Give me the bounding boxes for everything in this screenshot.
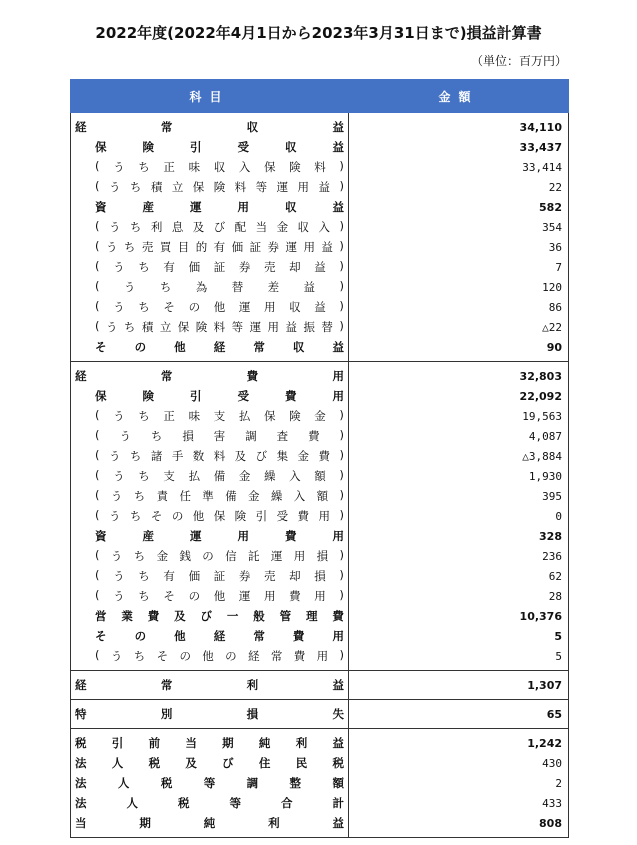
unit-label: （単位：百万円）	[470, 54, 567, 68]
item-column-header: 科目	[71, 80, 349, 113]
table-row	[71, 646, 569, 666]
table-row	[71, 526, 569, 546]
item-label: ( う ち そ の 他 の 経 常 費 用 )	[95, 648, 344, 663]
table-row	[71, 446, 569, 466]
table-row	[71, 217, 569, 237]
item-cell	[71, 257, 349, 277]
amount-cell: 430	[349, 753, 569, 773]
item-cell	[71, 217, 349, 237]
amount-cell: 33,437	[349, 137, 569, 157]
item-label: ( う ち 諸 手 数 料 及 び 集 金 費 )	[95, 448, 344, 463]
amount-cell: 4,087	[349, 426, 569, 446]
amount-cell: △22	[349, 317, 569, 337]
item-cell	[71, 297, 349, 317]
amount-cell: 5	[349, 646, 569, 666]
item-cell	[71, 813, 349, 833]
item-cell	[71, 773, 349, 793]
income-statement-table	[70, 79, 569, 838]
item-label: 特 別 損 失	[75, 707, 344, 721]
table-body	[71, 113, 569, 838]
amount-cell: 32,803	[349, 366, 569, 386]
item-cell	[71, 446, 349, 466]
item-cell	[71, 646, 349, 666]
item-cell	[71, 406, 349, 426]
table-row	[71, 773, 569, 793]
item-cell	[71, 137, 349, 157]
item-cell	[71, 277, 349, 297]
amount-cell: 19,563	[349, 406, 569, 426]
item-cell	[71, 237, 349, 257]
item-cell	[71, 337, 349, 357]
item-label: 経 常 費 用	[75, 369, 344, 383]
amount-cell: 0	[349, 506, 569, 526]
table-row	[71, 813, 569, 833]
table-row	[71, 257, 569, 277]
amount-cell: 22	[349, 177, 569, 197]
item-cell	[71, 733, 349, 753]
table-row	[71, 386, 569, 406]
item-label: 保 険 引 受 収 益	[95, 140, 344, 154]
item-cell	[71, 386, 349, 406]
amount-cell: 1,930	[349, 466, 569, 486]
item-label: 保 険 引 受 費 用	[95, 389, 344, 403]
item-label: 営 業 費 及 び 一 般 管 理 費	[95, 609, 344, 623]
item-label: 法 人 税 等 合 計	[75, 796, 344, 810]
amount-cell: 33,414	[349, 157, 569, 177]
table-row	[71, 297, 569, 317]
item-label: 資 産 運 用 費 用	[95, 529, 344, 543]
table-row	[71, 157, 569, 177]
item-cell	[71, 117, 349, 137]
amount-cell: 1,242	[349, 733, 569, 753]
table-row	[71, 337, 569, 357]
item-cell	[71, 704, 349, 724]
amount-cell: 34,110	[349, 117, 569, 137]
item-label: ( う ち 有 価 証 券 売 却 損 )	[95, 568, 344, 583]
amount-cell: 328	[349, 526, 569, 546]
item-label: 資 産 運 用 収 益	[95, 200, 344, 214]
amount-cell: 5	[349, 626, 569, 646]
table-row	[71, 566, 569, 586]
item-cell	[71, 586, 349, 606]
item-label: 法 人 税 及 び 住 民 税	[75, 756, 344, 770]
item-label: そ の 他 経 常 費 用	[95, 629, 344, 643]
table-row	[71, 675, 569, 695]
item-label: ( う ち 積 立 保 険 料 等 運 用 益 振 替 )	[95, 319, 344, 334]
table-row	[71, 137, 569, 157]
item-cell	[71, 157, 349, 177]
table-row	[71, 366, 569, 386]
item-label: ( う ち そ の 他 保 険 引 受 費 用 )	[95, 508, 344, 523]
item-label: ( う ち 有 価 証 券 売 却 益 )	[95, 259, 344, 274]
amount-cell: 86	[349, 297, 569, 317]
item-label: ( う ち そ の 他 運 用 収 益 )	[95, 299, 344, 314]
amount-cell: 62	[349, 566, 569, 586]
item-label: ( う ち 正 味 支 払 保 険 金 )	[95, 408, 344, 423]
table-row	[71, 426, 569, 446]
item-label: 当 期 純 利 益	[75, 816, 344, 830]
item-cell	[71, 317, 349, 337]
table-row	[71, 793, 569, 813]
item-cell	[71, 793, 349, 813]
amount-cell: 65	[349, 704, 569, 724]
table-row	[71, 117, 569, 137]
item-label: ( う ち そ の 他 運 用 費 用 )	[95, 588, 344, 603]
item-label: 法 人 税 等 調 整 額	[75, 776, 344, 790]
item-label: 経 常 利 益	[75, 678, 344, 692]
table-row	[71, 546, 569, 566]
item-label: ( う ち 売 買 目 的 有 価 証 券 運 用 益 )	[95, 239, 344, 254]
table-row	[71, 733, 569, 753]
amount-cell: 28	[349, 586, 569, 606]
amount-cell: 120	[349, 277, 569, 297]
table-row	[71, 466, 569, 486]
amount-cell: 1,307	[349, 675, 569, 695]
item-cell	[71, 626, 349, 646]
item-label: ( う ち 為 替 差 益 )	[95, 279, 344, 294]
table-row	[71, 317, 569, 337]
item-label: ( う ち 責 任 準 備 金 繰 入 額 )	[95, 488, 344, 503]
amount-cell: 354	[349, 217, 569, 237]
amount-cell: 236	[349, 546, 569, 566]
item-cell	[71, 366, 349, 386]
amount-column-header: 金額	[349, 80, 569, 113]
table-row	[71, 753, 569, 773]
table-row	[71, 177, 569, 197]
table-row	[71, 626, 569, 646]
amount-cell: 90	[349, 337, 569, 357]
item-label: ( う ち 損 害 調 査 費 )	[95, 428, 344, 443]
amount-cell: 433	[349, 793, 569, 813]
item-cell	[71, 426, 349, 446]
item-label: 経 常 収 益	[75, 120, 344, 134]
item-cell	[71, 546, 349, 566]
table-row	[71, 197, 569, 217]
amount-cell: △3,884	[349, 446, 569, 466]
item-label: 税 引 前 当 期 純 利 益	[75, 736, 344, 750]
section-spacer	[71, 833, 569, 838]
item-cell	[71, 466, 349, 486]
table-row	[71, 406, 569, 426]
item-label: ( う ち 積 立 保 険 料 等 運 用 益 )	[95, 179, 344, 194]
item-cell	[71, 566, 349, 586]
item-cell	[71, 177, 349, 197]
item-label: そ の 他 経 常 収 益	[95, 340, 344, 354]
item-cell	[71, 606, 349, 626]
amount-cell: 395	[349, 486, 569, 506]
item-label: ( う ち 正 味 収 入 保 険 料 )	[95, 159, 344, 174]
item-cell	[71, 526, 349, 546]
item-cell	[71, 506, 349, 526]
amount-cell: 582	[349, 197, 569, 217]
table-row	[71, 586, 569, 606]
amount-cell: 36	[349, 237, 569, 257]
table-row	[71, 277, 569, 297]
amount-cell: 2	[349, 773, 569, 793]
table-row	[71, 606, 569, 626]
item-cell	[71, 753, 349, 773]
amount-cell: 7	[349, 257, 569, 277]
amount-cell: 10,376	[349, 606, 569, 626]
table-row	[71, 506, 569, 526]
table-row	[71, 237, 569, 257]
item-cell	[71, 197, 349, 217]
item-label: ( う ち 金 銭 の 信 託 運 用 損 )	[95, 548, 344, 563]
item-cell	[71, 486, 349, 506]
item-cell	[71, 675, 349, 695]
table-row	[71, 704, 569, 724]
page-title: 2022年度(2022年4月1日から2023年3月31日まで)損益計算書	[95, 24, 542, 42]
table-row	[71, 486, 569, 506]
item-label: ( う ち 利 息 及 び 配 当 金 収 入 )	[95, 219, 344, 234]
item-label: ( う ち 支 払 備 金 繰 入 額 )	[95, 468, 344, 483]
amount-cell: 22,092	[349, 386, 569, 406]
amount-cell: 808	[349, 813, 569, 833]
